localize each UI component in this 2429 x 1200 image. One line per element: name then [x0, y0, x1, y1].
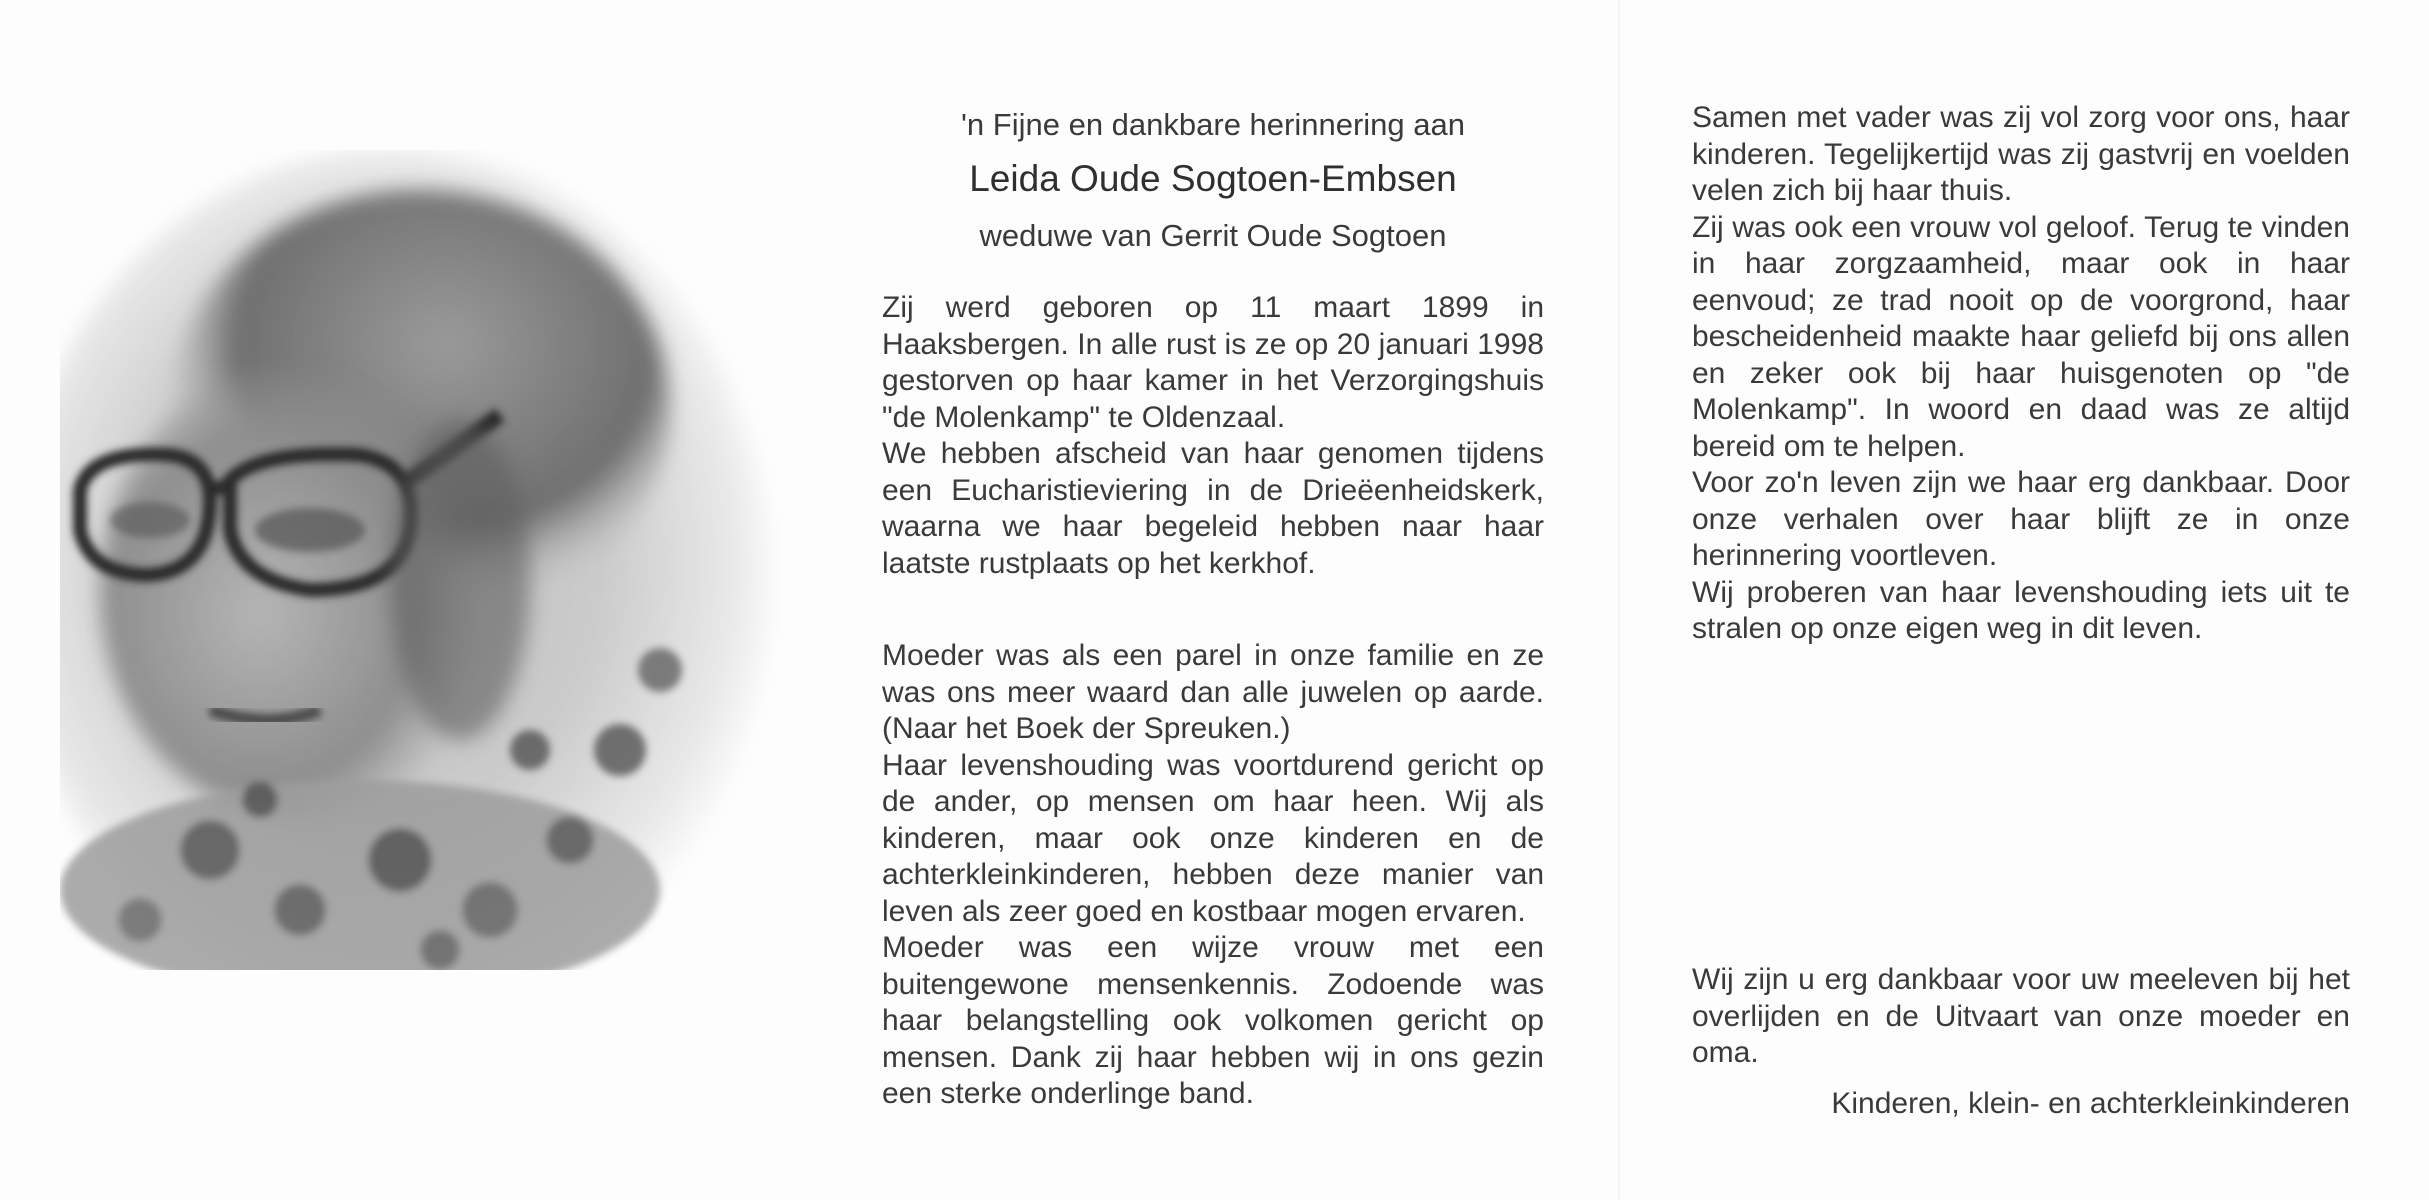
fold-line	[1618, 0, 1620, 1200]
paragraph-farewell: We hebben afscheid van haar genomen tijdens een Eucharistieviering in de Drieëenheidskerk, waarna we haar begeleid hebben naar haar laatste rustplaats op het kerkhof.	[882, 437, 1544, 580]
paragraph-legacy: Wij proberen van haar levenshouding iets uit te stralen op onze eigen weg in dit leven.	[1692, 575, 2350, 645]
thanks-block	[1692, 962, 2350, 1122]
signature: Kinderen, klein- en achterkleinkinderen	[1831, 1086, 2350, 1120]
paragraph-gratitude: Voor zo'n leven zijn we haar erg dankbaar. Door onze verhalen over haar blijft ze in onze herinnering voortleven.	[1692, 466, 2350, 572]
thanks-text: Wij zijn u erg dankbaar voor uw meeleven bij het overlijden en de Uitvaart van onze moeder en oma.	[1692, 963, 2350, 1069]
paragraph-birth-death: Zij werd geboren op 11 maart 1899 in Haaksbergen. In alle rust is ze op 20 januari 1998 gestorven op haar kamer in het Verzorgingshuis "de Molenkamp" te Oldenzaal.	[882, 291, 1544, 434]
paragraph-attitude: Haar levenshouding was voortdurend gericht op de ander, op mensen om haar heen. Wij als kinderen, maar ook onze kinderen en de achterkleinkinderen, hebben deze manier van leven als zeer goed en kostbaar mogen ervaren.	[882, 748, 1544, 928]
middle-column	[882, 100, 1544, 1113]
paragraph-care: Samen met vader was zij vol zorg voor ons, haar kinderen. Tegelijkertijd was zij gastvrij en voelden velen zich bij haar thuis.	[1692, 101, 2350, 207]
portrait-photo	[60, 150, 780, 970]
right-column	[1692, 100, 2350, 648]
paragraph-pearl: Moeder was als een parel in onze familie en ze was ons meer waard dan alle juwelen op aarde. (Naar het Boek der Spreuken.)	[882, 639, 1544, 745]
intro-line: 'n Fijne en dankbare herinnering aan	[961, 107, 1465, 142]
deceased-name: Leida Oude Sogtoen-Embsen	[969, 158, 1457, 199]
paragraph-wise-woman: Moeder was een wijze vrouw met een buitengewone mensenkennis. Zodoende was haar belangstelling ook volkomen gericht op mensen. Dank zij haar hebben wij in ons gezin een sterke onderlinge band.	[882, 931, 1544, 1110]
paragraph-faith: Zij was ook een vrouw vol geloof. Terug te vinden in haar zorgzaamheid, maar ook in haar eenvoud; ze trad nooit op de voorgrond, haar bescheidenheid maakte haar geliefd bij ons allen en zeker ook bij haar huisgenoten op "de Molenkamp". In woord en daad was ze altijd bereid om te helpen.	[1692, 210, 2350, 463]
widow-line: weduwe van Gerrit Oude Sogtoen	[979, 218, 1447, 253]
